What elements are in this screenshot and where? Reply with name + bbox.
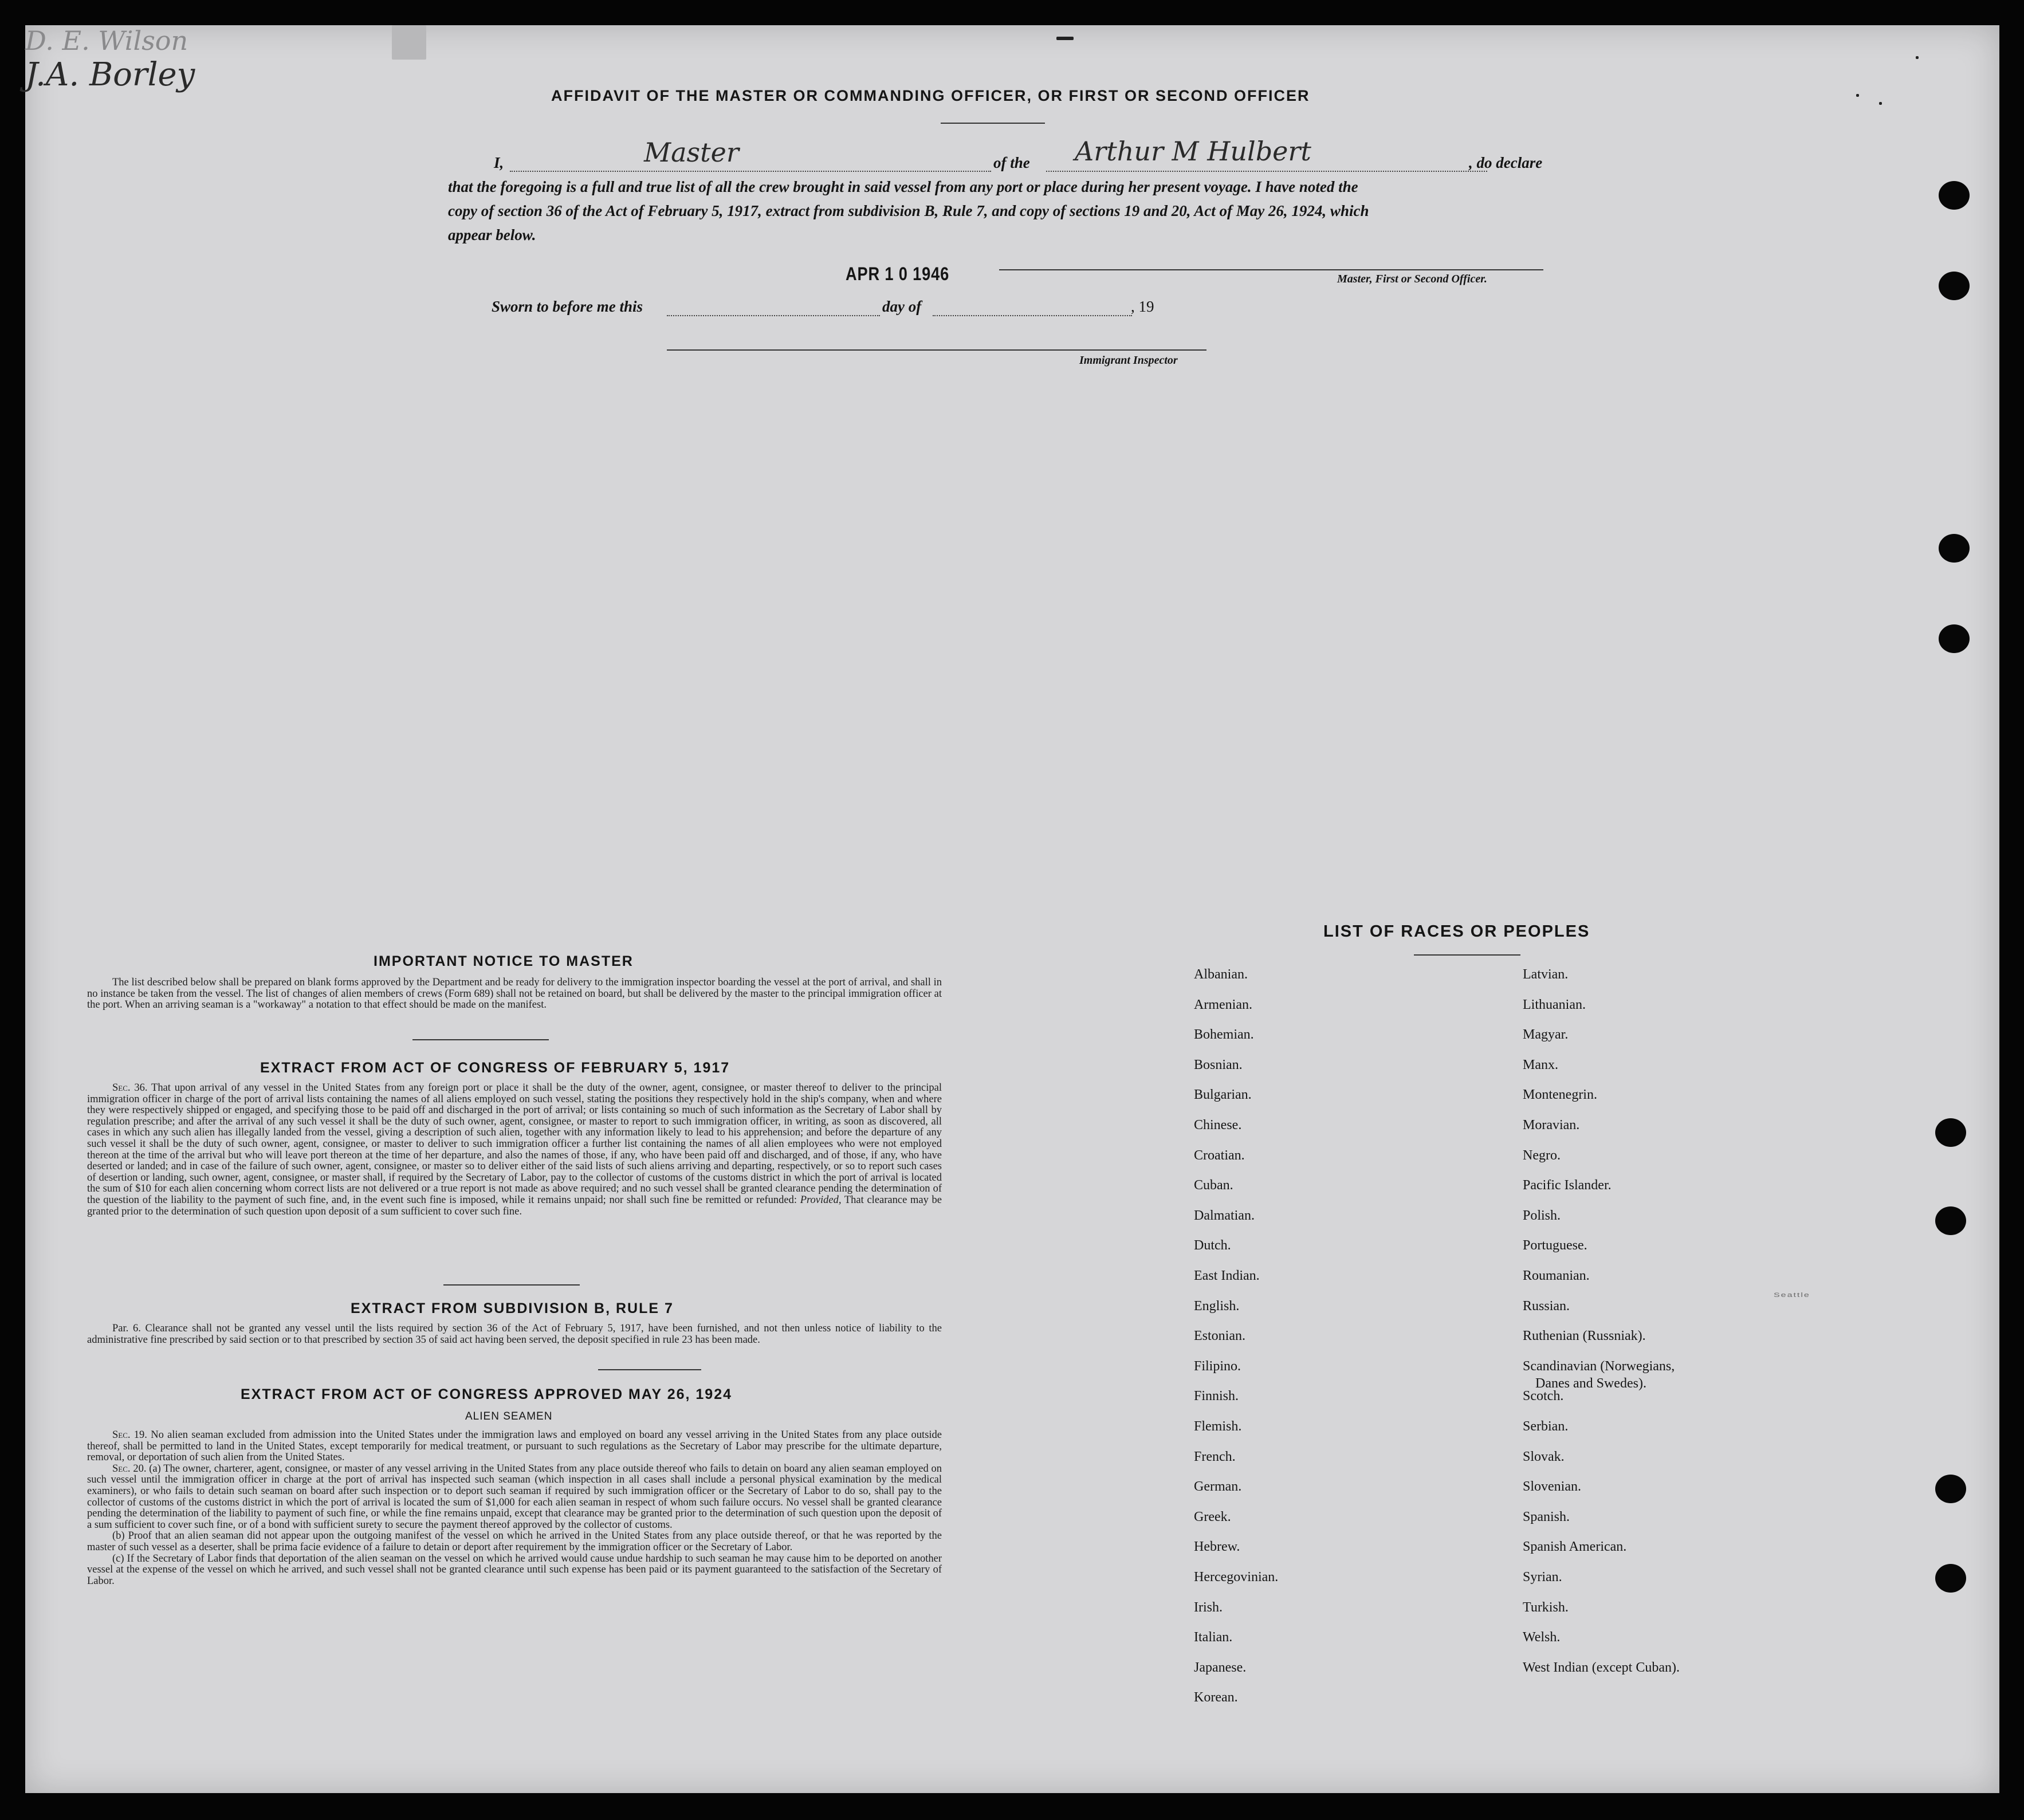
race-item: Estonian.	[1194, 1328, 1245, 1344]
notice-text	[87, 977, 942, 1011]
race-item: Flemish.	[1194, 1419, 1242, 1434]
scan-speck	[1856, 94, 1859, 97]
of-the-label: of the	[993, 154, 1030, 171]
sec36-label: Sec. 36.	[112, 1082, 148, 1094]
sec36-body: That upon arrival of any vessel in the United States from any foreign port or place it shall be the duty of the owner, agent, consignee, or master thereof to deliver to the principal immigration officer in charge of the port of arrival lists containing the names of all aliens employed on such vessel, stating the positions they respectively hold in the ship's company, when and where they were respectively shipped or engaged, and specifying those to be paid off and discharged in the port of arrival; or lists containing so much of such information as the Secretary of Labor shall by regulation prescribe; and after the arrival of any such vessel it shall be the duty of such owner, agent, consignee, or master to report to such immigration officer, in writing, as soon as discovered, all cases in which any such alien has illegally landed from the vessel, giving a description of such alien, together with any information likely to lead to his apprehension; and before the departure of any such vessel it shall be the duty of such owner, agent, consignee, or master to deliver to such immigration officer a further list containing the names of all alien employees who were not employed thereon at the time of the arrival but who will leave port thereon at the time of her departure, and also the names of those, if any, who have been paid off and discharged, and of those, if any, who have deserted or landed; and in case of the failure of such owner, agent, consignee, or master so to deliver either of the said lists of such aliens arriving and departing, respectively, or so to report such cases of desertion or landing, such owner, agent, consignee, or master shall, if required by the Secretary of Labor, pay to the collector of customs of the customs district in which the port of arrival is located the sum of $10 for each alien concerning whom correct lists are not delivered or a true report is not made as above required; and no such vessel shall be granted clearance pending the determination of the question of the liability to the payment of such fine, and, in the event such fine is imposed, while it remains unpaid; nor shall such fine be remitted or refunded:	[87, 1082, 942, 1206]
race-item: Ruthenian (Russniak).	[1523, 1328, 1646, 1344]
sec19-body: No alien seaman excluded from admission into the United States under the immigration laws and employed on board any vessel arriving in the United States from any place outside thereof, shall be permitted to land in the United States, except temporarily for medical treatment, or pursuant to such regulations as the Secretary of Labor may prescribe for the ultimate departure, removal, or deportation of such alien from the United States.	[87, 1429, 942, 1464]
race-item: Serbian.	[1523, 1419, 1569, 1434]
binder-hole	[1939, 272, 1970, 300]
race-item: Montenegrin.	[1523, 1087, 1597, 1103]
binder-hole	[1939, 181, 1970, 210]
sec36-end: That clearance may be granted prior to the determination of such question upon deposit of a sum sufficient to cover such fine.	[87, 1194, 942, 1217]
races-heading: LIST OF RACES OR PEOPLES	[1323, 922, 1590, 941]
race-item: Dalmatian.	[1194, 1208, 1255, 1223]
race-item: Irish.	[1194, 1599, 1223, 1615]
section-divider-2	[443, 1284, 580, 1286]
binder-hole	[1939, 624, 1970, 653]
notice-heading: IMPORTANT NOTICE TO MASTER	[374, 953, 634, 969]
race-item: Portuguese.	[1523, 1238, 1587, 1253]
scan-smudge	[392, 25, 426, 60]
position-handwritten: Master	[644, 137, 739, 168]
sworn-label: Sworn to before me this	[492, 298, 643, 315]
race-item: Bosnian.	[1194, 1057, 1243, 1072]
vessel-line	[1046, 171, 1487, 172]
notice-paragraph: The list described below shall be prepared on blank forms approved by the Department and be ready for delivery to the immigration inspector boarding the vessel at the port of arrival, and shall in no instance be taken from the vessel. The list of changes of alien members of crews (Form 689) shall not be retained on board, but shall be delivered by the master to the principal immigration officer at the port. When an arriving seaman is a "workaway" a notation to that effect should be made on the manifest.	[87, 977, 942, 1011]
do-declare-label: , do declare	[1469, 154, 1543, 171]
section-divider-3	[598, 1369, 701, 1370]
declaration-line-2: copy of section 36 of the Act of February 5, 1917, extract from subdivision B, Rule 7, and copy of sections 19 and 20, Act of May 26, 1924, which	[448, 202, 1369, 219]
race-item: Dutch.	[1194, 1238, 1231, 1253]
sec20b-paragraph	[87, 1531, 942, 1553]
sec19-label: Sec. 19.	[112, 1429, 147, 1441]
race-item: Korean.	[1194, 1690, 1238, 1705]
race-item: Danes and Swedes).	[1535, 1375, 1646, 1391]
extract-rule7-heading: EXTRACT FROM SUBDIVISION B, RULE 7	[351, 1300, 674, 1316]
race-item: Lithuanian.	[1523, 997, 1586, 1012]
race-item: Latvian.	[1523, 967, 1569, 982]
race-item: German.	[1194, 1479, 1242, 1495]
race-item: Finnish.	[1194, 1389, 1239, 1404]
race-item: Scandinavian (Norwegians,	[1523, 1358, 1675, 1374]
officer-signature-line	[999, 269, 1543, 270]
race-item: Hebrew.	[1194, 1539, 1240, 1555]
margin-stamp: Seattle	[1774, 1291, 1810, 1299]
race-item: Chinese.	[1194, 1118, 1242, 1133]
race-item: Armenian.	[1194, 997, 1252, 1012]
race-item: Spanish.	[1523, 1509, 1570, 1524]
race-item: Hercegovinian.	[1194, 1570, 1279, 1585]
race-item: Bulgarian.	[1194, 1087, 1252, 1103]
binder-hole	[1935, 1206, 1966, 1235]
race-item: Welsh.	[1523, 1630, 1561, 1645]
section-divider-1	[412, 1039, 549, 1040]
sec20-label: Sec. 20.	[112, 1463, 147, 1475]
race-item: Cuban.	[1194, 1178, 1233, 1193]
race-item: Scotch.	[1523, 1389, 1564, 1404]
rule7-paragraph: Par. 6. Clearance shall not be granted any vessel until the lists required by section 36 of the Act of February 5, 1917, have been furnished, and not then unless notice of liability to the administrative fine prescribed by said section or to that prescribed by section 35 of said act having been served, the deposit specified in rule 23 has been made.	[87, 1323, 942, 1346]
sec20c-body: (c) If the Secretary of Labor finds that deportation of the alien seaman on the vessel on which he arrived would cause undue hardship to such seaman he may cause him to be deported on another vessel at the expense of the vessel on which he arrived, and such vessel shall not be granted clearance until such expense has been paid or its payment guaranteed to the satisfaction of the Secretary of Labor.	[87, 1552, 942, 1587]
declaration-line-3: appear below.	[448, 226, 536, 243]
sworn-day-line	[667, 315, 880, 316]
officer-signature: D. E. Wilson	[25, 25, 188, 56]
scan-speck	[1879, 102, 1882, 105]
race-item: Russian.	[1523, 1298, 1570, 1314]
scan-speck	[1916, 56, 1919, 59]
race-item: Syrian.	[1523, 1570, 1562, 1585]
provided-label: Provided,	[800, 1194, 842, 1206]
binder-hole	[1935, 1564, 1966, 1593]
race-item: Negro.	[1523, 1147, 1561, 1163]
officer-caption: Master, First or Second Officer.	[1337, 273, 1487, 285]
sec20a-body: (a) The owner, charterer, agent, consignee, or master of any vessel arriving in the United States from any place outside thereof who fails to detain on board any alien seaman employed on such vessel until the immigration officer in charge at the port of arrival has inspected such seaman (which inspection in all cases shall include a personal physical examination by the medical examiners), or who fails to detain such seaman on board after such inspection or to deport such seaman if required by such immigration officer or the Secretary of Labor to do so, shall pay to the collector of customs of the customs district in which the port of arrival is located the sum of $1,000 for each alien seaman in respect of whom such failure occurs. No vessel shall be granted clearance pending the determination of the liability to payment of such fine, or while the fine remains unpaid, except that clearance may be granted prior to the determination of such question upon the deposit of a sum sufficient to cover such fine, or of a bond with sufficient surety to secure the payment thereof approved by the collector of customs.	[87, 1463, 942, 1531]
affidavit-title: AFFIDAVIT OF THE MASTER OR COMMANDING OFFICER, OR FIRST OR SECOND OFFICER	[551, 87, 1310, 104]
vessel-handwritten: Arthur M Hulbert	[1075, 136, 1311, 167]
inspector-caption: Immigrant Inspector	[1079, 354, 1178, 367]
race-item: Spanish American.	[1523, 1539, 1627, 1555]
sec19-paragraph	[87, 1430, 942, 1464]
binder-hole	[1935, 1118, 1966, 1147]
race-item: Greek.	[1194, 1509, 1231, 1524]
race-item: Polish.	[1523, 1208, 1561, 1223]
race-item: East Indian.	[1194, 1268, 1260, 1283]
sworn-month-line	[933, 315, 1132, 316]
race-item: Roumanian.	[1523, 1268, 1590, 1283]
title-divider	[941, 123, 1045, 124]
race-item: Japanese.	[1194, 1660, 1247, 1675]
race-item: Filipino.	[1194, 1358, 1241, 1374]
declaration-line-1: that the foregoing is a full and true list of all the crew brought in said vessel from any port or place during her present voyage. I have noted the	[448, 178, 1358, 195]
race-item: West Indian (except Cuban).	[1523, 1660, 1680, 1675]
form-sheet	[25, 25, 1999, 1793]
inspector-signature-line	[667, 349, 1206, 351]
race-item: Bohemian.	[1194, 1027, 1254, 1043]
race-item: Manx.	[1523, 1057, 1558, 1072]
extract-1924-heading: EXTRACT FROM ACT OF CONGRESS APPROVED MAY 26, 1924	[241, 1386, 733, 1402]
race-item: Magyar.	[1523, 1027, 1569, 1043]
extract-rule7-text	[87, 1323, 942, 1346]
sec20b-body: (b) Proof that an alien seaman did not appear upon the outgoing manifest of the vessel on which he arrived in the United States from any place outside thereof, or that he was reported by the master of such vessel as a deserter, shall be prima facie evidence of a failure to detain or deport after requirement by the immigration officer or the Secretary of Labor.	[87, 1530, 942, 1553]
binder-hole	[1935, 1475, 1966, 1503]
inspector-signature: J.A. Borley	[25, 56, 195, 93]
day-of-label: day of	[882, 298, 922, 315]
date-stamp: APR 1 0 1946	[846, 264, 950, 284]
race-item: Pacific Islander.	[1523, 1178, 1612, 1193]
extract-1917-text	[87, 1083, 942, 1217]
extract-1924-text	[87, 1430, 942, 1587]
race-item: Slovenian.	[1523, 1479, 1581, 1495]
race-item: Moravian.	[1523, 1118, 1580, 1133]
race-item: English.	[1194, 1298, 1240, 1314]
race-item: Turkish.	[1523, 1599, 1569, 1615]
sec20a-paragraph	[87, 1464, 942, 1531]
scan-speck	[1056, 37, 1074, 40]
i-label: I,	[494, 154, 504, 171]
race-item: Croatian.	[1194, 1147, 1245, 1163]
race-item: Slovak.	[1523, 1449, 1565, 1464]
race-item: French.	[1194, 1449, 1236, 1464]
position-line	[510, 171, 991, 172]
race-item: Italian.	[1194, 1630, 1233, 1645]
year-label: , 19	[1131, 298, 1154, 315]
alien-seamen-subheading: ALIEN SEAMEN	[465, 1410, 553, 1422]
race-item: Albanian.	[1194, 967, 1248, 982]
races-divider	[1414, 954, 1520, 956]
binder-hole	[1939, 534, 1970, 563]
sec20c-paragraph	[87, 1554, 942, 1587]
extract-1917-heading: EXTRACT FROM ACT OF CONGRESS OF FEBRUARY 5, 1917	[260, 1060, 730, 1076]
